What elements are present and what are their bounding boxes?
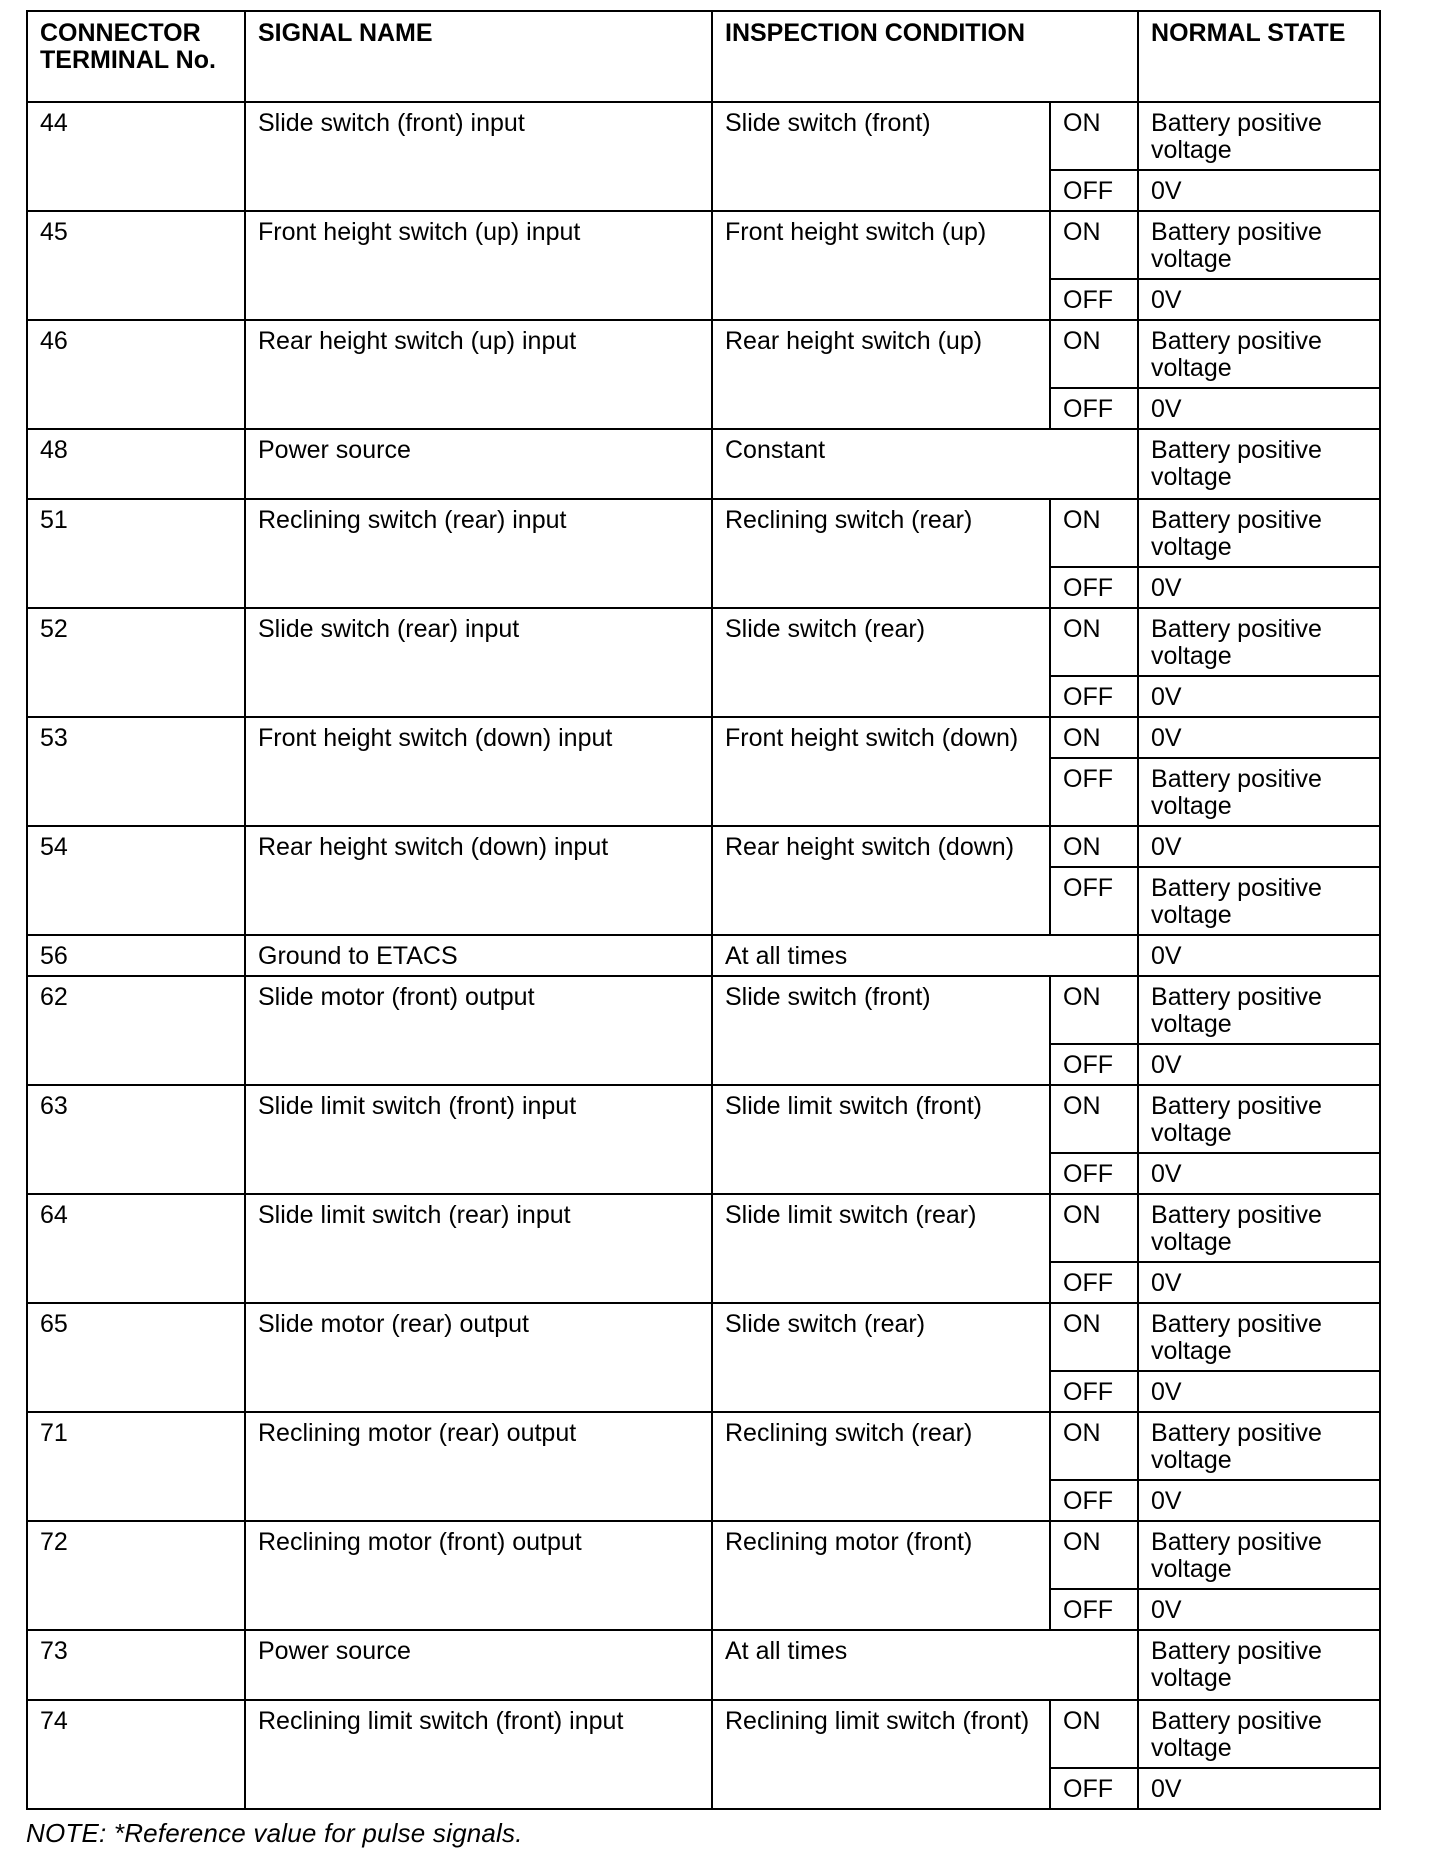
condition-cell: Constant xyxy=(712,429,1138,499)
switch-off-cell: OFF xyxy=(1050,1371,1138,1412)
table-row xyxy=(27,102,1380,170)
off-state-cell: 0V xyxy=(1138,1371,1380,1412)
condition-cell: Front height switch (up) xyxy=(712,211,1050,320)
signal-cell: Power source xyxy=(245,429,712,499)
off-state-cell: 0V xyxy=(1138,1768,1380,1809)
switch-off-cell: OFF xyxy=(1050,567,1138,608)
switch-off-cell: OFF xyxy=(1050,867,1138,935)
signal-cell: Slide switch (rear) input xyxy=(245,608,712,717)
table-row xyxy=(27,1521,1380,1589)
off-state-cell: 0V xyxy=(1138,676,1380,717)
switch-off-cell: OFF xyxy=(1050,676,1138,717)
terminal-cell: 51 xyxy=(27,499,245,608)
condition-cell: Reclining limit switch (front) xyxy=(712,1700,1050,1809)
on-state-cell: Battery positive voltage xyxy=(1138,102,1380,170)
table-row xyxy=(27,717,1380,758)
state-cell: 0V xyxy=(1138,935,1380,976)
condition-cell: Reclining switch (rear) xyxy=(712,499,1050,608)
on-state-cell: Battery positive voltage xyxy=(1138,1303,1380,1371)
switch-off-cell: OFF xyxy=(1050,1589,1138,1630)
condition-cell: Slide limit switch (rear) xyxy=(712,1194,1050,1303)
on-state-cell: 0V xyxy=(1138,717,1380,758)
state-cell: Battery positive voltage xyxy=(1138,429,1380,499)
condition-cell: Slide limit switch (front) xyxy=(712,1085,1050,1194)
off-state-cell: Battery positive voltage xyxy=(1138,867,1380,935)
table-row xyxy=(27,429,1380,499)
signal-cell: Slide motor (rear) output xyxy=(245,1303,712,1412)
terminal-cell: 45 xyxy=(27,211,245,320)
off-state-cell: 0V xyxy=(1138,1589,1380,1630)
condition-cell: Rear height switch (up) xyxy=(712,320,1050,429)
off-state-cell: 0V xyxy=(1138,1153,1380,1194)
switch-off-cell: OFF xyxy=(1050,279,1138,320)
switch-on-cell: ON xyxy=(1050,211,1138,279)
header-inspection-condition: INSPECTION CONDITION xyxy=(712,11,1138,102)
table-row xyxy=(27,499,1380,567)
signal-cell: Power source xyxy=(245,1630,712,1700)
signal-cell: Slide limit switch (front) input xyxy=(245,1085,712,1194)
on-state-cell: Battery positive voltage xyxy=(1138,976,1380,1044)
switch-on-cell: ON xyxy=(1050,826,1138,867)
on-state-cell: Battery positive voltage xyxy=(1138,320,1380,388)
header-terminal: CONNECTOR TERMINAL No. xyxy=(27,11,245,102)
document-page xyxy=(26,10,1379,1849)
table-row xyxy=(27,935,1380,976)
switch-on-cell: ON xyxy=(1050,1412,1138,1480)
off-state-cell: 0V xyxy=(1138,170,1380,211)
switch-off-cell: OFF xyxy=(1050,1153,1138,1194)
table-row xyxy=(27,1085,1380,1153)
terminal-cell: 74 xyxy=(27,1700,245,1809)
on-state-cell: Battery positive voltage xyxy=(1138,499,1380,567)
terminal-cell: 48 xyxy=(27,429,245,499)
condition-cell: Reclining motor (front) xyxy=(712,1521,1050,1630)
signal-cell: Reclining motor (rear) output xyxy=(245,1412,712,1521)
table-row xyxy=(27,1194,1380,1262)
terminal-cell: 44 xyxy=(27,102,245,211)
switch-off-cell: OFF xyxy=(1050,1768,1138,1809)
off-state-cell: 0V xyxy=(1138,388,1380,429)
switch-on-cell: ON xyxy=(1050,1303,1138,1371)
on-state-cell: Battery positive voltage xyxy=(1138,1521,1380,1589)
state-cell: Battery positive voltage xyxy=(1138,1630,1380,1700)
table-row xyxy=(27,211,1380,279)
terminal-cell: 65 xyxy=(27,1303,245,1412)
switch-off-cell: OFF xyxy=(1050,388,1138,429)
terminal-cell: 64 xyxy=(27,1194,245,1303)
terminal-cell: 62 xyxy=(27,976,245,1085)
switch-on-cell: ON xyxy=(1050,717,1138,758)
switch-off-cell: OFF xyxy=(1050,1262,1138,1303)
table-row xyxy=(27,826,1380,867)
condition-cell: Slide switch (rear) xyxy=(712,608,1050,717)
table-row xyxy=(27,1630,1380,1700)
switch-off-cell: OFF xyxy=(1050,1480,1138,1521)
on-state-cell: Battery positive voltage xyxy=(1138,211,1380,279)
condition-cell: Front height switch (down) xyxy=(712,717,1050,826)
table-row xyxy=(27,1700,1380,1768)
terminal-cell: 73 xyxy=(27,1630,245,1700)
switch-on-cell: ON xyxy=(1050,1700,1138,1768)
switch-on-cell: ON xyxy=(1050,1521,1138,1589)
signal-cell: Rear height switch (down) input xyxy=(245,826,712,935)
header-signal-name: SIGNAL NAME xyxy=(245,11,712,102)
signal-cell: Slide motor (front) output xyxy=(245,976,712,1085)
signal-cell: Front height switch (up) input xyxy=(245,211,712,320)
off-state-cell: Battery positive voltage xyxy=(1138,758,1380,826)
condition-cell: Slide switch (rear) xyxy=(712,1303,1050,1412)
condition-cell: Reclining switch (rear) xyxy=(712,1412,1050,1521)
table-row xyxy=(27,976,1380,1044)
on-state-cell: Battery positive voltage xyxy=(1138,1700,1380,1768)
switch-on-cell: ON xyxy=(1050,320,1138,388)
terminal-cell: 52 xyxy=(27,608,245,717)
off-state-cell: 0V xyxy=(1138,1262,1380,1303)
signal-cell: Slide switch (front) input xyxy=(245,102,712,211)
terminal-cell: 56 xyxy=(27,935,245,976)
table-row xyxy=(27,608,1380,676)
table-row xyxy=(27,1412,1380,1480)
on-state-cell: 0V xyxy=(1138,826,1380,867)
footnote: NOTE: *Reference value for pulse signals. xyxy=(26,1818,523,1848)
terminal-cell: 54 xyxy=(27,826,245,935)
signal-cell: Rear height switch (up) input xyxy=(245,320,712,429)
switch-off-cell: OFF xyxy=(1050,758,1138,826)
switch-off-cell: OFF xyxy=(1050,1044,1138,1085)
table-row xyxy=(27,320,1380,388)
off-state-cell: 0V xyxy=(1138,279,1380,320)
condition-cell: At all times xyxy=(712,1630,1138,1700)
condition-cell: Slide switch (front) xyxy=(712,976,1050,1085)
signal-cell: Slide limit switch (rear) input xyxy=(245,1194,712,1303)
switch-on-cell: ON xyxy=(1050,976,1138,1044)
on-state-cell: Battery positive voltage xyxy=(1138,1412,1380,1480)
off-state-cell: 0V xyxy=(1138,1480,1380,1521)
on-state-cell: Battery positive voltage xyxy=(1138,1085,1380,1153)
switch-on-cell: ON xyxy=(1050,102,1138,170)
off-state-cell: 0V xyxy=(1138,567,1380,608)
connector-terminal-table xyxy=(26,10,1381,1810)
terminal-cell: 72 xyxy=(27,1521,245,1630)
signal-cell: Reclining limit switch (front) input xyxy=(245,1700,712,1809)
table-header-row xyxy=(27,11,1380,102)
terminal-cell: 46 xyxy=(27,320,245,429)
terminal-cell: 53 xyxy=(27,717,245,826)
signal-cell: Ground to ETACS xyxy=(245,935,712,976)
condition-cell: At all times xyxy=(712,935,1138,976)
signal-cell: Reclining motor (front) output xyxy=(245,1521,712,1630)
on-state-cell: Battery positive voltage xyxy=(1138,608,1380,676)
table-row xyxy=(27,1303,1380,1371)
switch-on-cell: ON xyxy=(1050,608,1138,676)
switch-off-cell: OFF xyxy=(1050,170,1138,211)
on-state-cell: Battery positive voltage xyxy=(1138,1194,1380,1262)
header-normal-state: NORMAL STATE xyxy=(1138,11,1380,102)
signal-cell: Front height switch (down) input xyxy=(245,717,712,826)
terminal-cell: 71 xyxy=(27,1412,245,1521)
terminal-cell: 63 xyxy=(27,1085,245,1194)
condition-cell: Rear height switch (down) xyxy=(712,826,1050,935)
switch-on-cell: ON xyxy=(1050,499,1138,567)
signal-cell: Reclining switch (rear) input xyxy=(245,499,712,608)
condition-cell: Slide switch (front) xyxy=(712,102,1050,211)
switch-on-cell: ON xyxy=(1050,1085,1138,1153)
switch-on-cell: ON xyxy=(1050,1194,1138,1262)
off-state-cell: 0V xyxy=(1138,1044,1380,1085)
